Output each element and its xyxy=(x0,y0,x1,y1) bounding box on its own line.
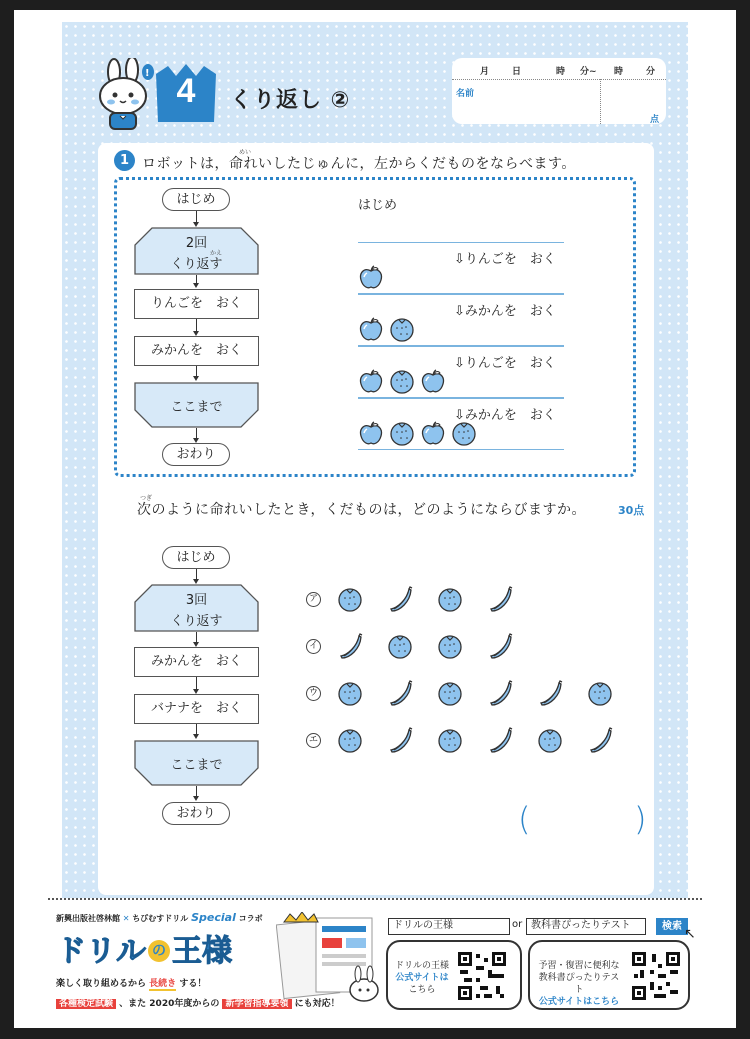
month-label: 月 xyxy=(480,67,490,77)
drill-king-logo: ドリル の 王様 xyxy=(56,934,232,969)
orange-icon xyxy=(337,727,363,753)
option-mark[interactable]: ウ xyxy=(306,686,321,701)
banana-icon xyxy=(487,680,513,706)
tagline2-a: 各種検定試験 xyxy=(56,999,116,1009)
hour-label: 時 xyxy=(556,67,566,77)
step-label: ⇩みかんを おく xyxy=(454,304,556,319)
task-flow-start: はじめ xyxy=(162,546,230,569)
task-flow-loop-end: ここまで xyxy=(170,758,223,773)
step-label: ⇩みかんを おく xyxy=(454,408,556,423)
apple-icon xyxy=(358,368,384,394)
apple-icon xyxy=(358,316,384,342)
or-label: or xyxy=(512,919,523,930)
orange-icon xyxy=(387,633,413,659)
orange-icon xyxy=(537,727,563,753)
qr-card-drill-king[interactable] xyxy=(386,940,522,1010)
option-mark[interactable]: エ xyxy=(306,733,321,748)
banana-icon xyxy=(487,633,513,659)
orange-icon xyxy=(437,633,463,659)
step-rule-top xyxy=(358,242,564,243)
step-rule-top xyxy=(358,294,564,295)
flow-end: おわり xyxy=(162,443,230,466)
card2-line3: 公式サイトはこちら xyxy=(538,997,620,1007)
search-button[interactable]: 検索 xyxy=(656,918,688,935)
apple-icon xyxy=(420,420,446,446)
banana-icon xyxy=(537,680,563,706)
banana-icon xyxy=(487,586,513,612)
apple-icon xyxy=(358,420,384,446)
option-mark[interactable]: ア xyxy=(306,592,321,607)
date-name-box xyxy=(452,58,666,124)
banana-icon xyxy=(337,633,363,659)
card1-line1: ドリルの王様 xyxy=(394,961,449,971)
ruby-tsugi: つぎ xyxy=(140,495,153,502)
apple-icon xyxy=(420,368,446,394)
tagline-a: 楽しく取り組めるから xyxy=(56,979,147,989)
question2-text: 次のように命れいしたとき，くだものは，どのようにならびますか。 xyxy=(137,502,586,518)
answer-paren-left: ( xyxy=(518,800,531,838)
step-rule-bottom xyxy=(358,449,564,450)
step-rule-top xyxy=(358,346,564,347)
step-label: ⇩りんごを おく xyxy=(454,356,556,371)
flow-start: はじめ xyxy=(162,188,230,211)
orange-icon xyxy=(389,368,415,394)
qr-card-textbook-test[interactable] xyxy=(528,940,690,1010)
score-divider xyxy=(600,79,601,124)
steps-start-label: はじめ xyxy=(358,198,398,213)
ruby-mei: めい xyxy=(239,149,252,156)
orange-icon xyxy=(389,420,415,446)
search-term-2[interactable]: 教科書ぴったりテスト xyxy=(526,918,646,935)
orange-icon xyxy=(389,316,415,342)
banana-icon xyxy=(387,727,413,753)
task-flow-loop-label: くり返す xyxy=(170,614,223,629)
tagline-highlight: 長続き xyxy=(149,979,177,989)
tagline-b: する！ xyxy=(179,979,207,989)
footer-ad: 新興出版社啓林館 ✕ ちびむすドリル Special コラボ ドリル の 王様 楽しく取り組めるから 長続き する！ 各種検定試験 、また 2020年度からの 新学習指導要領 にも対応！ ドリルの王様 or 教科書ぴったりテスト 検索 ↖ ドリルの王様 公式サイトは こちら 予習・復習に便利な 教科書ぴったりテスト 公式サイトはこちら xyxy=(14,898,736,1028)
cursor-icon: ↖ xyxy=(684,926,696,942)
card2-line2: 教科書ぴったりテスト xyxy=(538,973,620,995)
score-label: 点 xyxy=(650,115,660,125)
flow-step-orange: みかんを おく xyxy=(134,336,259,366)
drill-book-illustration xyxy=(276,912,386,1008)
mascot-illustration xyxy=(94,58,156,134)
tagline2-highlight: 新学習指導要領 xyxy=(222,999,291,1009)
orange-icon xyxy=(451,420,477,446)
apple-icon xyxy=(358,264,384,290)
tagline2-b: 、また 2020年度からの xyxy=(119,999,220,1009)
question1-text: ロボットは，命れいしたじゅんに，左からくだものをならべます。 xyxy=(142,156,576,172)
question-number: 1 xyxy=(114,150,135,171)
hour-to-label: 時 xyxy=(614,67,624,77)
ruby-kae: かえ xyxy=(210,250,223,257)
banana-icon xyxy=(487,727,513,753)
question2-points: 30点 xyxy=(618,504,645,517)
orange-icon xyxy=(587,680,613,706)
orange-icon xyxy=(437,727,463,753)
unit-number: 4 xyxy=(176,72,196,110)
qr-code-2 xyxy=(630,950,682,1002)
minute-from-label: 分~ xyxy=(580,67,597,77)
name-label: 名前 xyxy=(456,89,475,99)
svg-text:!: ! xyxy=(145,68,150,79)
day-label: 日 xyxy=(512,67,522,77)
orange-icon xyxy=(437,680,463,706)
flow-loop-count: 2回 xyxy=(185,236,208,251)
task-flow-step-orange: みかんを おく xyxy=(134,647,259,677)
option-mark[interactable]: イ xyxy=(306,639,321,654)
step-rule-top xyxy=(358,398,564,399)
task-flow-loop-count: 3回 xyxy=(185,593,208,608)
card2-line1: 予習・復習に便利な xyxy=(538,961,620,971)
banana-icon xyxy=(387,680,413,706)
page-title: くり返し ② xyxy=(230,88,351,113)
step-label: ⇩りんごを おく xyxy=(454,252,556,267)
minute-to-label: 分 xyxy=(646,67,656,77)
orange-icon xyxy=(337,586,363,612)
banana-icon xyxy=(587,727,613,753)
task-flow-step-banana: バナナを おく xyxy=(134,694,259,724)
answer-paren-right: ) xyxy=(634,800,647,838)
worksheet-page xyxy=(14,10,736,1028)
task-flow-end: おわり xyxy=(162,802,230,825)
tagline2-c: にも対応！ xyxy=(294,999,340,1009)
orange-icon xyxy=(437,586,463,612)
special-label: Special xyxy=(191,911,236,924)
collab-brand: ちびむすドリル xyxy=(132,914,189,923)
orange-icon xyxy=(337,680,363,706)
publisher-name: 新興出版社啓林館 xyxy=(56,914,120,923)
flow-loop-label: くり返す xyxy=(170,257,223,272)
card1-line3: こちら xyxy=(408,985,436,995)
card1-line2: 公式サイトは xyxy=(395,973,449,983)
qr-code-1 xyxy=(456,950,508,1002)
collab-label: コラボ xyxy=(238,914,263,923)
answer-blank[interactable] xyxy=(534,806,632,842)
header-divider xyxy=(452,79,666,80)
flow-loop-end: ここまで xyxy=(170,400,223,415)
banana-icon xyxy=(387,586,413,612)
flow-step-apple: りんごを おく xyxy=(134,289,259,319)
search-term-1[interactable]: ドリルの王様 xyxy=(388,918,510,935)
